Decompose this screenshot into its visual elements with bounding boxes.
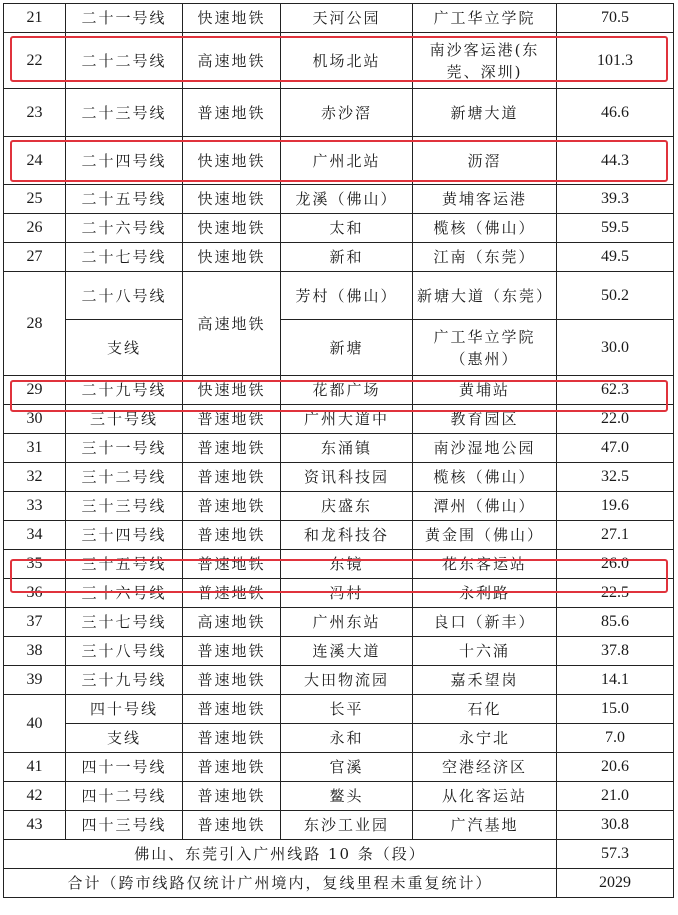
- line-type: 普速地铁: [183, 405, 281, 434]
- start-station: 广州北站: [281, 137, 413, 185]
- length-km: 50.2: [557, 272, 674, 320]
- length-km: 27.1: [557, 521, 674, 550]
- table-row: [4, 4, 674, 33]
- start-station: 机场北站: [281, 33, 413, 89]
- line-type: 普速地铁: [183, 492, 281, 521]
- line-name: 二十三号线: [66, 89, 183, 137]
- length-km: 14.1: [557, 666, 674, 695]
- line-type: 普速地铁: [183, 811, 281, 840]
- line-name: 三十七号线: [66, 608, 183, 637]
- line-type: 高速地铁: [183, 608, 281, 637]
- length-km: 22.5: [557, 579, 674, 608]
- line-type: 普速地铁: [183, 521, 281, 550]
- table-row: [4, 405, 674, 434]
- line-number: 27: [4, 243, 66, 272]
- table-row: [4, 579, 674, 608]
- length-km: 101.3: [557, 33, 674, 89]
- length-km: 85.6: [557, 608, 674, 637]
- line-number: 35: [4, 550, 66, 579]
- end-station: 十六涌: [413, 637, 557, 666]
- line-type: 快速地铁: [183, 376, 281, 405]
- line-number: 40: [4, 695, 66, 753]
- line-type: 普速地铁: [183, 637, 281, 666]
- end-station: 嘉禾望岗: [413, 666, 557, 695]
- table-row: [4, 272, 674, 320]
- line-type: 快速地铁: [183, 214, 281, 243]
- line-type: 普速地铁: [183, 753, 281, 782]
- line-number: 38: [4, 637, 66, 666]
- line-name: 三十一号线: [66, 434, 183, 463]
- line-name: 二十五号线: [66, 185, 183, 214]
- table-row-branch: [4, 724, 674, 753]
- start-station: 和龙科技谷: [281, 521, 413, 550]
- line-number: 23: [4, 89, 66, 137]
- line-number: 24: [4, 137, 66, 185]
- branch-start-station: 新塘: [281, 320, 413, 376]
- line-name: 三十号线: [66, 405, 183, 434]
- line-name: 四十三号线: [66, 811, 183, 840]
- line-name: 二十一号线: [66, 4, 183, 33]
- line-number: 26: [4, 214, 66, 243]
- length-km: 30.8: [557, 811, 674, 840]
- length-km: 15.0: [557, 695, 674, 724]
- line-type: 快速地铁: [183, 185, 281, 214]
- branch-end-station: 广工华立学院（惠州）: [413, 320, 557, 376]
- start-station: 长平: [281, 695, 413, 724]
- table-row: [4, 243, 674, 272]
- end-station: 榄核（佛山）: [413, 463, 557, 492]
- end-station: 黄埔站: [413, 376, 557, 405]
- line-number: 28: [4, 272, 66, 376]
- start-station: 新和: [281, 243, 413, 272]
- table-row: [4, 753, 674, 782]
- summary-label: 佛山、东莞引入广州线路 10 条（段）: [4, 840, 557, 869]
- table-row: [4, 666, 674, 695]
- end-station: 教育园区: [413, 405, 557, 434]
- start-station: 资讯科技园: [281, 463, 413, 492]
- line-type: 普速地铁: [183, 550, 281, 579]
- length-km: 62.3: [557, 376, 674, 405]
- line-number: 22: [4, 33, 66, 89]
- start-station: 天河公园: [281, 4, 413, 33]
- summary-row-foshan-dongguan: [4, 840, 674, 869]
- table-row: [4, 89, 674, 137]
- line-number: 33: [4, 492, 66, 521]
- start-station: 赤沙滘: [281, 89, 413, 137]
- branch-end-station: 永宁北: [413, 724, 557, 753]
- length-km: 22.0: [557, 405, 674, 434]
- start-station: 花都广场: [281, 376, 413, 405]
- end-station: 江南（东莞）: [413, 243, 557, 272]
- line-number: 32: [4, 463, 66, 492]
- start-station: 大田物流园: [281, 666, 413, 695]
- branch-line-name: 支线: [66, 320, 183, 376]
- table-row: [4, 214, 674, 243]
- line-name: 二十六号线: [66, 214, 183, 243]
- line-name: 三十二号线: [66, 463, 183, 492]
- end-station: 广工华立学院: [413, 4, 557, 33]
- line-type: 普速地铁: [183, 463, 281, 492]
- start-station: 东沙工业园: [281, 811, 413, 840]
- table-row: [4, 137, 674, 185]
- line-name: 三十三号线: [66, 492, 183, 521]
- end-station: 花东客运站: [413, 550, 557, 579]
- start-station: 冯村: [281, 579, 413, 608]
- line-name: 二十四号线: [66, 137, 183, 185]
- line-name: 四十一号线: [66, 753, 183, 782]
- start-station: 太和: [281, 214, 413, 243]
- line-name: 三十九号线: [66, 666, 183, 695]
- line-number: 39: [4, 666, 66, 695]
- table-row: [4, 492, 674, 521]
- length-km: 19.6: [557, 492, 674, 521]
- start-station: 广州东站: [281, 608, 413, 637]
- total-row: [4, 869, 674, 898]
- table-row: [4, 463, 674, 492]
- line-type: 高速地铁: [183, 33, 281, 89]
- table-row: [4, 782, 674, 811]
- end-station: 空港经济区: [413, 753, 557, 782]
- start-station: 芳村（佛山）: [281, 272, 413, 320]
- end-station: 沥滘: [413, 137, 557, 185]
- length-km: 47.0: [557, 434, 674, 463]
- line-number: 37: [4, 608, 66, 637]
- branch-length-km: 7.0: [557, 724, 674, 753]
- start-station: 庆盛东: [281, 492, 413, 521]
- start-station: 东镜: [281, 550, 413, 579]
- line-number: 34: [4, 521, 66, 550]
- line-name: 二十七号线: [66, 243, 183, 272]
- line-type: 普速地铁: [183, 782, 281, 811]
- table-row: [4, 811, 674, 840]
- start-station: 龙溪（佛山）: [281, 185, 413, 214]
- line-name: 三十四号线: [66, 521, 183, 550]
- line-number: 36: [4, 579, 66, 608]
- length-km: 20.6: [557, 753, 674, 782]
- line-number: 25: [4, 185, 66, 214]
- line-type: 高速地铁: [183, 272, 281, 376]
- table-row: [4, 376, 674, 405]
- end-station: 永利路: [413, 579, 557, 608]
- line-number: 31: [4, 434, 66, 463]
- line-name: 三十六号线: [66, 579, 183, 608]
- line-type: 快速地铁: [183, 4, 281, 33]
- end-station: 榄核（佛山）: [413, 214, 557, 243]
- branch-length-km: 30.0: [557, 320, 674, 376]
- end-station: 广汽基地: [413, 811, 557, 840]
- table-row: [4, 550, 674, 579]
- start-station: 官溪: [281, 753, 413, 782]
- line-type: 普速地铁: [183, 434, 281, 463]
- branch-start-station: 永和: [281, 724, 413, 753]
- table-row: [4, 434, 674, 463]
- end-station: 石化: [413, 695, 557, 724]
- table-row: [4, 185, 674, 214]
- length-km: 39.3: [557, 185, 674, 214]
- line-name: 四十二号线: [66, 782, 183, 811]
- length-km: 70.5: [557, 4, 674, 33]
- line-number: 30: [4, 405, 66, 434]
- end-station: 黄埔客运港: [413, 185, 557, 214]
- line-number: 41: [4, 753, 66, 782]
- line-name: 二十八号线: [66, 272, 183, 320]
- line-number: 42: [4, 782, 66, 811]
- summary-km: 57.3: [557, 840, 674, 869]
- line-number: 29: [4, 376, 66, 405]
- line-number: 21: [4, 4, 66, 33]
- start-station: 连溪大道: [281, 637, 413, 666]
- table-row: [4, 33, 674, 89]
- end-station: 良口（新丰）: [413, 608, 557, 637]
- length-km: 44.3: [557, 137, 674, 185]
- line-type: 普速地铁: [183, 666, 281, 695]
- table-row: [4, 608, 674, 637]
- table-row: [4, 637, 674, 666]
- table-row-branch: [4, 320, 674, 376]
- line-name: 二十九号线: [66, 376, 183, 405]
- length-km: 46.6: [557, 89, 674, 137]
- line-type: 普速地铁: [183, 89, 281, 137]
- length-km: 32.5: [557, 463, 674, 492]
- length-km: 21.0: [557, 782, 674, 811]
- end-station: 黄金围（佛山）: [413, 521, 557, 550]
- line-type: 快速地铁: [183, 137, 281, 185]
- length-km: 26.0: [557, 550, 674, 579]
- metro-lines-table: [3, 3, 674, 898]
- end-station: 新塘大道（东莞）: [413, 272, 557, 320]
- end-station: 南沙湿地公园: [413, 434, 557, 463]
- line-type: 普速地铁: [183, 579, 281, 608]
- start-station: 东涌镇: [281, 434, 413, 463]
- line-name: 二十二号线: [66, 33, 183, 89]
- branch-line-name: 支线: [66, 724, 183, 753]
- length-km: 37.8: [557, 637, 674, 666]
- line-name: 三十五号线: [66, 550, 183, 579]
- table-row: [4, 521, 674, 550]
- line-name: 三十八号线: [66, 637, 183, 666]
- total-km: 2029: [557, 869, 674, 898]
- line-type: 普速地铁: [183, 695, 281, 724]
- length-km: 49.5: [557, 243, 674, 272]
- end-station: 从化客运站: [413, 782, 557, 811]
- line-name: 四十号线: [66, 695, 183, 724]
- start-station: 鳌头: [281, 782, 413, 811]
- start-station: 广州大道中: [281, 405, 413, 434]
- table-row: [4, 695, 674, 724]
- length-km: 59.5: [557, 214, 674, 243]
- line-number: 43: [4, 811, 66, 840]
- line-type: 快速地铁: [183, 243, 281, 272]
- end-station: 潭州（佛山）: [413, 492, 557, 521]
- end-station: 新塘大道: [413, 89, 557, 137]
- branch-line-type: 普速地铁: [183, 724, 281, 753]
- end-station: 南沙客运港(东莞、深圳): [413, 33, 557, 89]
- total-label: 合计（跨市线路仅统计广州境内，复线里程未重复统计）: [4, 869, 557, 898]
